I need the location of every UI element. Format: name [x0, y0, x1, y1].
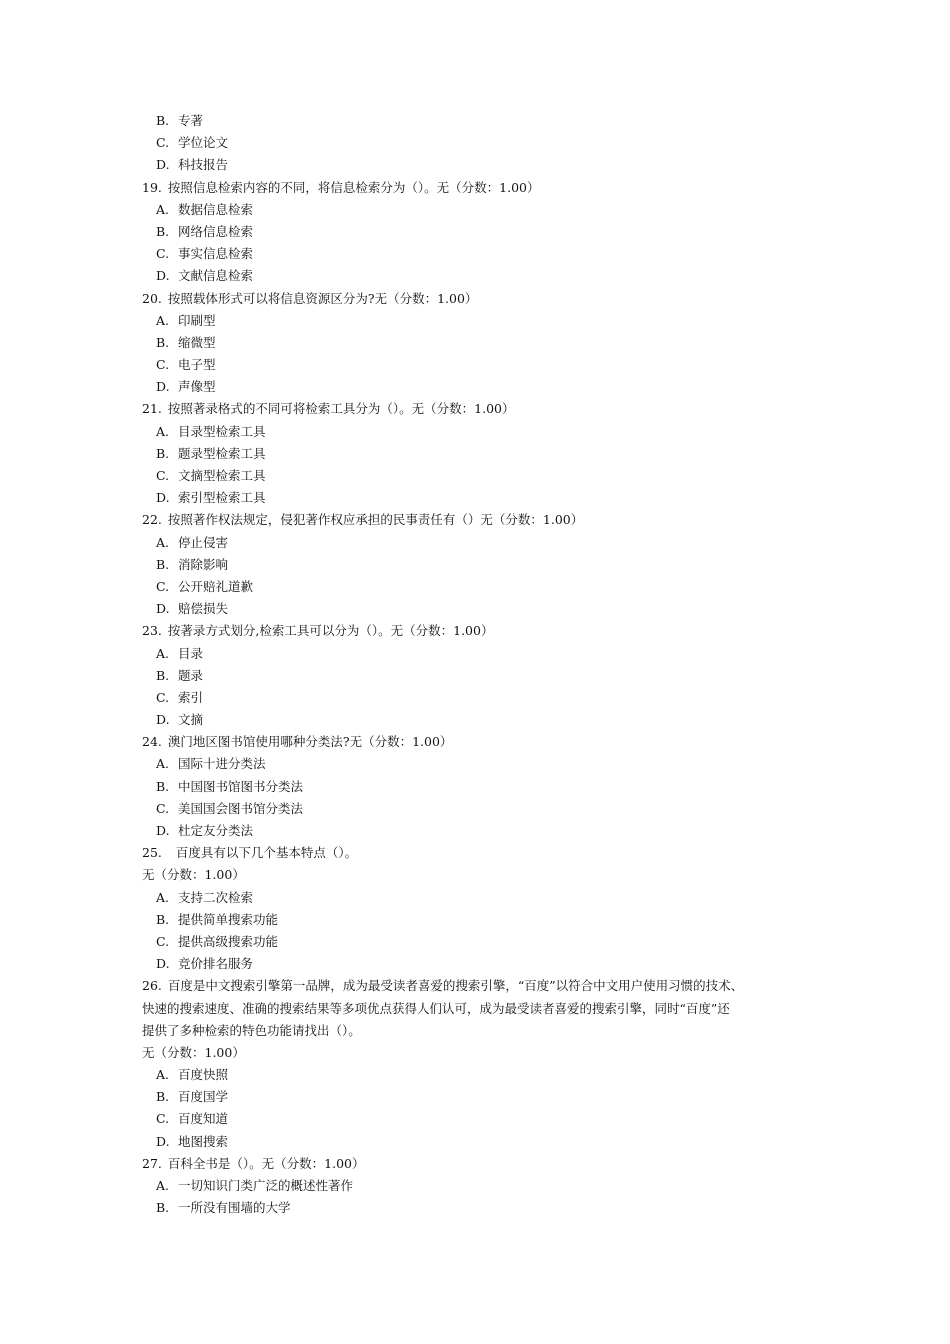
option-letter: A.: [156, 201, 170, 217]
answer-option: [0, 310, 950, 332]
answer-option: [0, 1108, 950, 1130]
option-text: 百度知道: [178, 1111, 229, 1127]
option-text: 一切知识门类广泛的概述性著作: [178, 1178, 354, 1193]
option-text: 国际十进分类法: [178, 756, 266, 772]
continuation-text: 快速的搜索速度、准确的搜索结果等多项优点获得人们认可，成为最受读者喜爱的搜索引擎，同时“百度”还: [142, 1000, 730, 1016]
option-text: 数据信息检索: [178, 201, 254, 217]
option-letter: A.: [156, 1067, 170, 1083]
answer-option: [0, 332, 950, 354]
option-letter: B.: [156, 334, 170, 350]
option-text: 提供简单搜索功能: [178, 911, 279, 927]
answer-option: [0, 953, 950, 975]
answer-option: [0, 887, 950, 909]
option-text: 支持二次检索: [178, 889, 254, 905]
option-letter: D.: [156, 490, 170, 506]
option-text: 百度快照: [178, 1067, 229, 1083]
option-letter: A.: [156, 645, 170, 661]
question-text: 按著录方式划分,检索工具可以分为（）。无（分数：1.00）: [167, 623, 494, 639]
question-number: 25.: [142, 845, 162, 861]
document-page: [0, 110, 950, 1219]
answer-option: [0, 1086, 950, 1108]
option-letter: C.: [156, 800, 170, 816]
option-letter: A.: [156, 756, 170, 772]
answer-option: [0, 554, 950, 576]
question-text: 百度是中文搜索引擎第一品牌，成为最受读者喜爱的搜索引擎，“百度”以符合中文用户使用习惯的技术、: [167, 978, 744, 994]
option-letter: D.: [156, 379, 170, 395]
option-text: 声像型: [178, 379, 216, 395]
answer-option: [0, 354, 950, 376]
question-line: [0, 398, 950, 420]
option-letter: B.: [156, 667, 170, 683]
option-text: 目录: [178, 645, 204, 661]
option-letter: B.: [156, 223, 170, 239]
continuation-text: 无（分数：1.00）: [142, 1044, 245, 1060]
option-text: 百度国学: [178, 1089, 229, 1105]
question-line: [0, 1153, 950, 1175]
question-continuation: [0, 1020, 950, 1042]
answer-option: [0, 132, 950, 154]
question-text: 按照著作权法规定，侵犯著作权应承担的民事责任有（）无（分数：1.00）: [167, 512, 584, 528]
continuation-text: 提供了多种检索的特色功能请找出（）。: [142, 1022, 361, 1038]
option-letter: A.: [156, 423, 170, 439]
answer-option: [0, 931, 950, 953]
option-text: 目录型检索工具: [178, 423, 266, 439]
answer-option: [0, 576, 950, 598]
option-text: 中国图书馆图书分类法: [178, 778, 304, 794]
option-text: 科技报告: [178, 157, 229, 173]
answer-option: [0, 598, 950, 620]
question-number: 22.: [142, 512, 162, 528]
question-number: 27.: [142, 1155, 162, 1171]
option-letter: A.: [156, 534, 170, 550]
answer-option: [0, 421, 950, 443]
question-text: 百科全书是（）。无（分数：1.00）: [167, 1155, 365, 1171]
question-line: [0, 975, 950, 997]
answer-option: [0, 1197, 950, 1219]
answer-option: [0, 154, 950, 176]
answer-option: [0, 199, 950, 221]
question-line: [0, 842, 950, 864]
option-letter: D.: [156, 157, 170, 173]
option-text: 杜定友分类法: [178, 823, 254, 838]
answer-option: [0, 753, 950, 775]
continuation-text: 无（分数：1.00）: [142, 867, 245, 883]
option-text: 文摘型检索工具: [178, 468, 266, 483]
answer-option: [0, 1175, 950, 1197]
question-text: 澳门地区图书馆使用哪种分类法?无（分数：1.00）: [167, 734, 453, 750]
question-text: 按照著录格式的不同可将检索工具分为（）。无（分数：1.00）: [167, 401, 515, 417]
option-letter: D.: [156, 956, 170, 972]
question-number: 19.: [142, 179, 162, 195]
option-text: 公开赔礼道歉: [178, 578, 254, 594]
option-letter: D.: [156, 712, 170, 728]
option-letter: A.: [156, 1178, 170, 1193]
question-line: [0, 509, 950, 531]
option-text: 缩微型: [178, 334, 216, 350]
option-letter: A.: [156, 889, 170, 905]
option-letter: D.: [156, 268, 170, 284]
option-text: 竞价排名服务: [178, 956, 254, 972]
option-text: 文献信息检索: [178, 268, 254, 284]
question-number: 24.: [142, 734, 162, 750]
question-line: [0, 620, 950, 642]
answer-option: [0, 243, 950, 265]
option-letter: D.: [156, 823, 170, 838]
question-number: 20.: [142, 290, 162, 306]
option-letter: C.: [156, 246, 170, 262]
answer-option: [0, 487, 950, 509]
option-letter: B.: [156, 1089, 170, 1105]
option-text: 消除影响: [178, 556, 229, 572]
option-letter: B.: [156, 445, 170, 461]
answer-option: [0, 265, 950, 287]
option-text: 索引型检索工具: [178, 490, 266, 506]
option-text: 学位论文: [178, 135, 229, 151]
question-line: [0, 731, 950, 753]
answer-option: [0, 110, 950, 132]
question-text: 百度具有以下几个基本特点（）。: [167, 845, 358, 861]
option-letter: C.: [156, 468, 170, 483]
answer-option: [0, 465, 950, 487]
answer-option: [0, 820, 950, 842]
option-letter: C.: [156, 357, 170, 373]
answer-option: [0, 643, 950, 665]
option-letter: B.: [156, 911, 170, 927]
question-text: 按照信息检索内容的不同，将信息检索分为（）。无（分数：1.00）: [167, 179, 540, 195]
option-letter: B.: [156, 778, 170, 794]
answer-option: [0, 665, 950, 687]
option-text: 文摘: [178, 712, 204, 728]
question-number: 23.: [142, 623, 162, 639]
option-text: 专著: [178, 113, 204, 128]
option-letter: D.: [156, 601, 170, 617]
option-text: 印刷型: [178, 312, 216, 328]
option-text: 电子型: [178, 357, 216, 373]
question-number: 21.: [142, 401, 162, 417]
option-text: 美国国会图书馆分类法: [178, 800, 304, 816]
answer-option: [0, 1064, 950, 1086]
question-text: 按照载体形式可以将信息资源区分为?无（分数：1.00）: [167, 290, 478, 306]
option-letter: C.: [156, 1111, 170, 1127]
option-text: 题录: [178, 667, 204, 683]
answer-option: [0, 776, 950, 798]
option-letter: C.: [156, 689, 170, 705]
option-text: 网络信息检索: [178, 223, 254, 239]
option-letter: D.: [156, 1133, 170, 1149]
option-letter: C.: [156, 933, 170, 949]
answer-option: [0, 532, 950, 554]
answer-option: [0, 709, 950, 731]
answer-option: [0, 687, 950, 709]
option-text: 提供高级搜索功能: [178, 933, 279, 949]
answer-option: [0, 798, 950, 820]
option-text: 事实信息检索: [178, 246, 254, 262]
question-number: 26.: [142, 978, 162, 994]
answer-option: [0, 1131, 950, 1153]
question-line: [0, 288, 950, 310]
answer-option: [0, 221, 950, 243]
option-text: 地图搜索: [178, 1133, 229, 1149]
option-letter: B.: [156, 1200, 170, 1216]
option-text: 一所没有围墙的大学: [178, 1200, 291, 1216]
option-letter: C.: [156, 135, 170, 151]
question-line: [0, 177, 950, 199]
answer-option: [0, 376, 950, 398]
option-letter: A.: [156, 312, 170, 328]
answer-option: [0, 443, 950, 465]
option-text: 停止侵害: [178, 534, 229, 550]
option-text: 索引: [178, 689, 204, 705]
question-continuation: [0, 1042, 950, 1064]
option-letter: B.: [156, 113, 170, 128]
option-text: 题录型检索工具: [178, 445, 266, 461]
question-continuation: [0, 864, 950, 886]
option-text: 赔偿损失: [178, 601, 229, 617]
question-continuation: [0, 998, 950, 1020]
answer-option: [0, 909, 950, 931]
option-letter: C.: [156, 578, 170, 594]
option-letter: B.: [156, 556, 170, 572]
